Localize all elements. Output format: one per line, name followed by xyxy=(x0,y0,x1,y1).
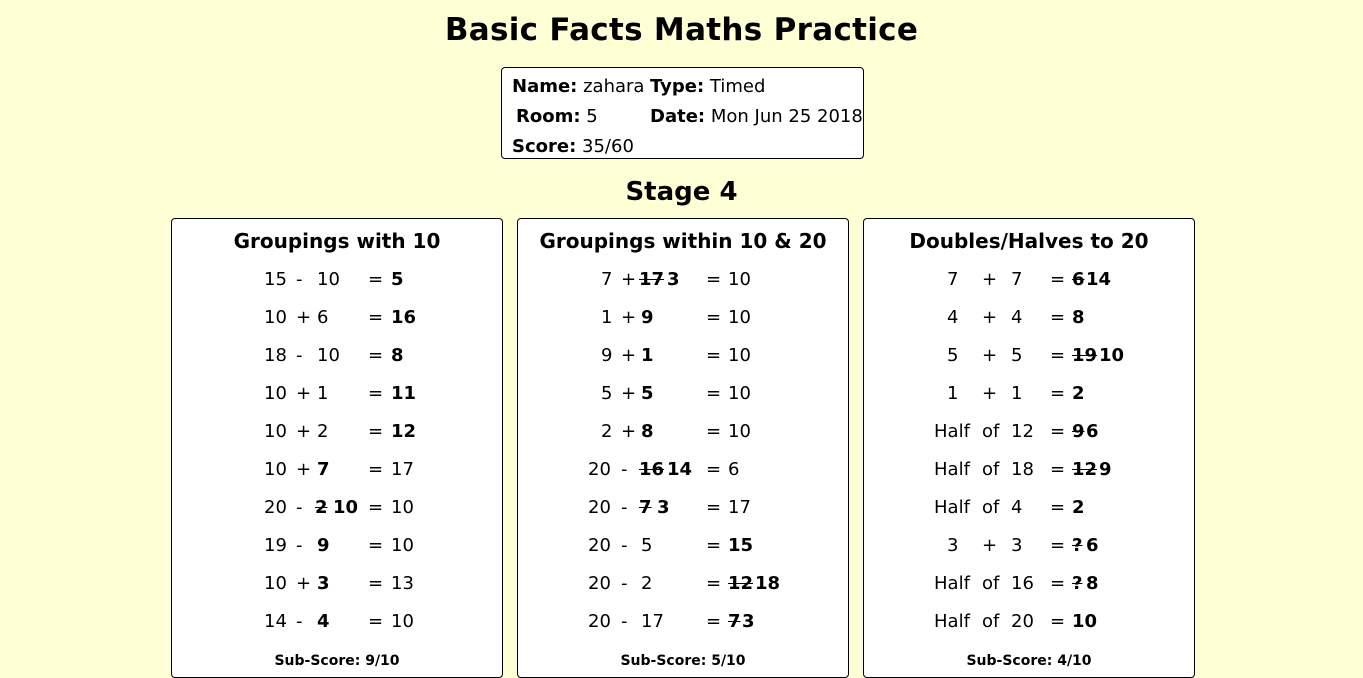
equals-sign: = xyxy=(706,497,722,518)
operator: - xyxy=(296,497,303,518)
result: 12 xyxy=(391,421,417,442)
result: 17 xyxy=(391,459,414,480)
result: 11 xyxy=(391,383,417,404)
operand-a: Half xyxy=(934,497,970,518)
operand-a: 3 xyxy=(947,535,959,556)
corrected-answer: 3 xyxy=(667,269,680,290)
question-row xyxy=(518,421,848,449)
operand-b: 12 xyxy=(1011,421,1034,442)
operator: + xyxy=(982,383,998,404)
operand-a: Half xyxy=(934,611,970,632)
result: 8 xyxy=(391,345,404,366)
operand-a: Half xyxy=(934,421,970,442)
equals-sign: = xyxy=(1050,383,1066,404)
equals-sign: = xyxy=(368,535,384,556)
operand-b: 2 xyxy=(317,421,329,442)
result: 17 xyxy=(728,497,751,518)
corrected-answer: 6 xyxy=(1086,421,1099,442)
name-value: zahara xyxy=(583,76,645,97)
operator: - xyxy=(621,459,628,480)
crossed-answer: 16 xyxy=(639,459,665,480)
operand-b: 4 xyxy=(1011,307,1023,328)
operator: + xyxy=(621,383,637,404)
crossed-answer: 7 xyxy=(639,497,652,518)
result: 2 xyxy=(1072,497,1085,518)
operand-b: 1 xyxy=(641,345,654,366)
corrected-answer: 10 xyxy=(1099,345,1125,366)
crossed-answer: 6 xyxy=(1072,269,1085,290)
panel-title: Doubles/Halves to 20 xyxy=(909,229,1149,253)
equals-sign: = xyxy=(706,307,722,328)
question-row xyxy=(864,573,1194,601)
operator: + xyxy=(982,307,998,328)
question-row xyxy=(172,269,502,297)
question-row xyxy=(518,383,848,411)
operand-a: 2 xyxy=(601,421,613,442)
corrected-answer: 14 xyxy=(667,459,693,480)
question-row xyxy=(518,459,848,487)
sub-score: Sub-Score: 9/10 xyxy=(274,653,400,669)
result: 10 xyxy=(728,383,751,404)
equals-sign: = xyxy=(1050,459,1066,480)
operand-a: 5 xyxy=(601,383,613,404)
corrected-answer: 3 xyxy=(657,497,670,518)
operand-a: 4 xyxy=(947,307,959,328)
operand-a: 9 xyxy=(601,345,613,366)
result: 10 xyxy=(728,421,751,442)
operator: of xyxy=(982,573,1000,594)
room-label: Room: xyxy=(516,106,581,127)
operand-a: 20 xyxy=(588,573,611,594)
operand-a: Half xyxy=(934,459,970,480)
question-row xyxy=(172,345,502,373)
panel-title: Groupings with 10 xyxy=(233,229,441,253)
equals-sign: = xyxy=(706,345,722,366)
corrected-answer: 3 xyxy=(742,611,755,632)
result: 5 xyxy=(391,269,404,290)
operand-a: 15 xyxy=(264,269,287,290)
operand-b: 9 xyxy=(641,307,654,328)
question-row xyxy=(864,535,1194,563)
operand-a: 10 xyxy=(264,383,287,404)
operator: + xyxy=(982,535,998,556)
equals-sign: = xyxy=(368,345,384,366)
operand-a: 20 xyxy=(264,497,287,518)
question-row xyxy=(518,345,848,373)
question-row xyxy=(518,535,848,563)
equals-sign: = xyxy=(1050,497,1066,518)
score-field xyxy=(512,136,634,157)
operator: of xyxy=(982,611,1000,632)
operand-b: 7 xyxy=(1011,269,1023,290)
equals-sign: = xyxy=(1050,307,1066,328)
operand-a: 20 xyxy=(588,497,611,518)
operator: + xyxy=(296,307,312,328)
sub-score: Sub-Score: 4/10 xyxy=(966,653,1092,669)
corrected-answer: 18 xyxy=(755,573,781,594)
operand-b: 10 xyxy=(317,345,340,366)
operator: of xyxy=(982,459,1000,480)
question-row xyxy=(172,573,502,601)
result: 2 xyxy=(1072,383,1085,404)
room-value: 5 xyxy=(586,106,598,127)
operator: + xyxy=(621,269,637,290)
operator: - xyxy=(621,611,628,632)
operand-a: 5 xyxy=(947,345,959,366)
operand-b: 1 xyxy=(1011,383,1023,404)
room-field xyxy=(516,106,598,127)
equals-sign: = xyxy=(706,535,722,556)
operand-b: 9 xyxy=(317,535,330,556)
result: 10 xyxy=(1072,611,1098,632)
corrected-answer: 6 xyxy=(1086,535,1099,556)
result: 15 xyxy=(728,535,754,556)
crossed-answer: 12 xyxy=(1072,459,1098,480)
type-field xyxy=(650,76,765,97)
operand-b: 8 xyxy=(641,421,654,442)
sub-score: Sub-Score: 5/10 xyxy=(620,653,746,669)
result: 10 xyxy=(391,497,414,518)
operator: - xyxy=(296,269,303,290)
operand-b: 18 xyxy=(1011,459,1034,480)
result: 6 xyxy=(728,459,740,480)
score-value: 35/60 xyxy=(582,136,634,157)
operand-b: 4 xyxy=(317,611,330,632)
crossed-answer: 2 xyxy=(315,497,328,518)
result: 10 xyxy=(728,307,751,328)
question-row xyxy=(518,307,848,335)
equals-sign: = xyxy=(1050,611,1066,632)
operand-b: 1 xyxy=(317,383,329,404)
operand-a: 18 xyxy=(264,345,287,366)
equals-sign: = xyxy=(1050,269,1066,290)
operand-a: 10 xyxy=(264,459,287,480)
operand-a: 7 xyxy=(601,269,613,290)
operator: - xyxy=(296,611,303,632)
question-row xyxy=(172,307,502,335)
equals-sign: = xyxy=(368,383,384,404)
operator: + xyxy=(296,459,312,480)
name-field xyxy=(512,76,644,97)
question-row xyxy=(172,421,502,449)
operand-b: 10 xyxy=(317,269,340,290)
corrected-answer: 10 xyxy=(333,497,359,518)
panel-title: Groupings within 10 & 20 xyxy=(539,229,827,253)
operand-a: 7 xyxy=(947,269,959,290)
operator: - xyxy=(621,535,628,556)
operand-a: 20 xyxy=(588,459,611,480)
operand-b: 3 xyxy=(317,573,330,594)
type-label: Type: xyxy=(650,76,705,97)
operand-a: 19 xyxy=(264,535,287,556)
groupings-within-10-20-panel xyxy=(517,218,849,678)
operator: - xyxy=(621,573,628,594)
question-row xyxy=(518,497,848,525)
question-row xyxy=(864,497,1194,525)
operand-b: 20 xyxy=(1011,611,1034,632)
equals-sign: = xyxy=(706,573,722,594)
date-value: Mon Jun 25 2018 xyxy=(710,106,863,127)
operand-a: 1 xyxy=(947,383,959,404)
operand-a: 20 xyxy=(588,611,611,632)
equals-sign: = xyxy=(368,573,384,594)
equals-sign: = xyxy=(368,459,384,480)
operand-a: 10 xyxy=(264,421,287,442)
operator: + xyxy=(621,345,637,366)
result: 8 xyxy=(1072,307,1085,328)
equals-sign: = xyxy=(706,269,722,290)
crossed-answer: 19 xyxy=(1072,345,1098,366)
question-row xyxy=(864,345,1194,373)
operand-b: 4 xyxy=(1011,497,1023,518)
operator: + xyxy=(982,269,998,290)
operand-b: 5 xyxy=(1011,345,1023,366)
operator: - xyxy=(296,345,303,366)
operand-a: 10 xyxy=(264,307,287,328)
equals-sign: = xyxy=(368,307,384,328)
operand-a: 20 xyxy=(588,535,611,556)
question-row xyxy=(518,269,848,297)
corrected-answer: 8 xyxy=(1086,573,1099,594)
student-info-box xyxy=(501,67,864,159)
crossed-answer: ? xyxy=(1072,535,1083,556)
equals-sign: = xyxy=(706,421,722,442)
operand-a: 14 xyxy=(264,611,287,632)
operand-b: 5 xyxy=(641,535,653,556)
crossed-answer: 17 xyxy=(639,269,665,290)
date-field xyxy=(650,106,863,127)
score-label: Score: xyxy=(512,136,577,157)
result: 10 xyxy=(728,269,751,290)
question-row xyxy=(172,535,502,563)
question-row xyxy=(864,269,1194,297)
stage-heading: Stage 4 xyxy=(625,177,738,207)
operand-b: 16 xyxy=(1011,573,1034,594)
question-row xyxy=(864,383,1194,411)
equals-sign: = xyxy=(368,269,384,290)
equals-sign: = xyxy=(368,611,384,632)
operand-a: 1 xyxy=(601,307,613,328)
question-row xyxy=(518,611,848,639)
operator: + xyxy=(621,307,637,328)
name-label: Name: xyxy=(512,76,578,97)
page-title: Basic Facts Maths Practice xyxy=(444,12,919,48)
equals-sign: = xyxy=(368,497,384,518)
operand-a: 10 xyxy=(264,573,287,594)
operand-b: 17 xyxy=(641,611,664,632)
equals-sign: = xyxy=(1050,535,1066,556)
operand-b: 2 xyxy=(641,573,653,594)
operator: + xyxy=(296,573,312,594)
type-value: Timed xyxy=(709,76,766,97)
operator: + xyxy=(296,421,312,442)
question-row xyxy=(172,383,502,411)
question-row xyxy=(172,497,502,525)
operator: + xyxy=(621,421,637,442)
equals-sign: = xyxy=(1050,421,1066,442)
groupings-with-10-panel xyxy=(171,218,503,678)
result: 10 xyxy=(391,611,414,632)
operator: of xyxy=(982,497,1000,518)
question-row xyxy=(864,421,1194,449)
corrected-answer: 9 xyxy=(1099,459,1112,480)
corrected-answer: 14 xyxy=(1086,269,1112,290)
operator: - xyxy=(621,497,628,518)
result: 10 xyxy=(728,345,751,366)
equals-sign: = xyxy=(706,459,722,480)
question-row xyxy=(518,573,848,601)
equals-sign: = xyxy=(368,421,384,442)
operand-b: 5 xyxy=(641,383,654,404)
equals-sign: = xyxy=(706,383,722,404)
crossed-answer: 7 xyxy=(728,611,741,632)
operand-b: 6 xyxy=(317,307,329,328)
equals-sign: = xyxy=(1050,573,1066,594)
date-label: Date: xyxy=(650,106,706,127)
operator: + xyxy=(982,345,998,366)
crossed-answer: 12 xyxy=(728,573,754,594)
question-row xyxy=(172,459,502,487)
doubles-halves-panel xyxy=(863,218,1195,678)
crossed-answer: ? xyxy=(1072,573,1083,594)
question-row xyxy=(864,459,1194,487)
result: 13 xyxy=(391,573,414,594)
operand-b: 3 xyxy=(1011,535,1023,556)
operator: - xyxy=(296,535,303,556)
operator: + xyxy=(296,383,312,404)
result: 16 xyxy=(391,307,417,328)
operand-a: Half xyxy=(934,573,970,594)
operand-b: 7 xyxy=(317,459,330,480)
crossed-answer: 9 xyxy=(1072,421,1085,442)
question-row xyxy=(864,611,1194,639)
equals-sign: = xyxy=(1050,345,1066,366)
question-row xyxy=(172,611,502,639)
result: 10 xyxy=(391,535,414,556)
equals-sign: = xyxy=(706,611,722,632)
operator: of xyxy=(982,421,1000,442)
question-row xyxy=(864,307,1194,335)
